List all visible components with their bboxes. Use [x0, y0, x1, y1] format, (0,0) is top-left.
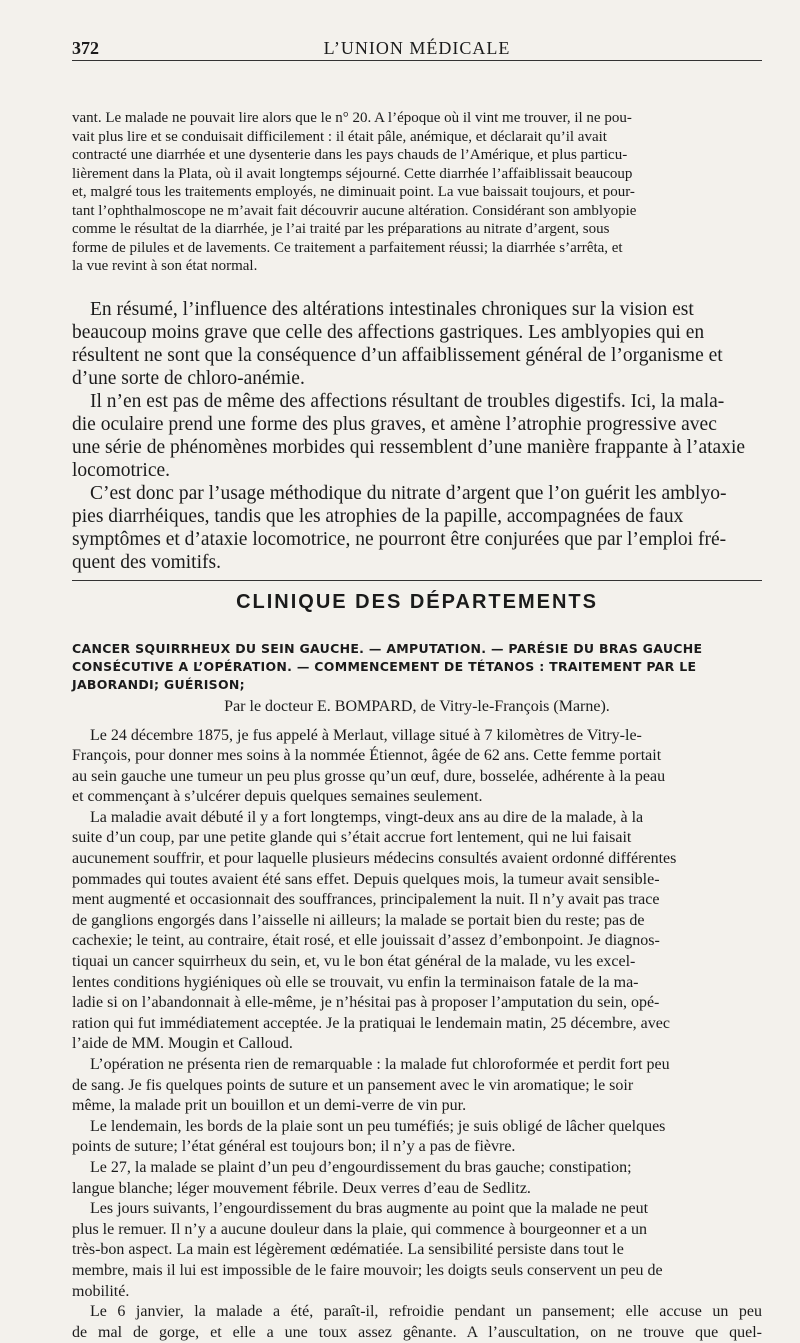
text-line: très-bon aspect. La main est légèrement œdématiée. La sensibilité persiste dans tout le	[72, 1241, 624, 1258]
article-paragraph	[72, 726, 762, 808]
journal-title: L’UNION MÉDICALE	[72, 38, 762, 59]
summary-paragraph	[72, 390, 762, 482]
text-line: pies diarrhéiques, tandis que les atrophies de la papille, accompagnées de faux	[72, 506, 683, 527]
text-line: mobilité.	[72, 1283, 129, 1300]
article-paragraph	[72, 1158, 762, 1199]
text-line: lièrement dans la Plata, où il avait longtemps séjourné. Cette diarrhée l’affaiblissait beaucoup	[72, 166, 632, 182]
text-line: pommades qui toutes avaient été sans effet. Depuis quelques mois, la tumeur avait sensible-	[72, 871, 660, 888]
text-line: Le 24 décembre 1875, je fus appelé à Merlaut, village situé à 7 kilomètres de Vitry-le-	[90, 727, 642, 744]
text-line: membre, mais il lui est impossible de le faire mouvoir; les doigts seuls conservent un peu de	[72, 1262, 663, 1279]
text-line: de mal de gorge, et elle a une toux assez gênante. A l’auscultation, on ne trouve que quel-	[72, 1324, 762, 1341]
text-line: cachexie; le teint, au contraire, était rosé, et elle jouissait d’assez d’embonpoint. Je diagnos-	[72, 932, 660, 949]
text-line: L’opération ne présenta rien de remarquable : la malade fut chloroformée et perdit fort peu	[90, 1056, 670, 1073]
text-line: même, la malade prit un bouillon et un demi-verre de vin pur.	[72, 1097, 466, 1114]
text-line: de sang. Je fis quelques points de suture et un pansement avec le vin aromatique; le soir	[72, 1077, 633, 1094]
text-line: comme le résultat de la diarrhée, je l’ai traité par les préparations au nitrate d’argent, sous	[72, 221, 609, 237]
text-line: C’est donc par l’usage méthodique du nitrate d’argent que l’on guérit les amblyo-	[90, 483, 726, 504]
text-line: points de suture; l’état général est toujours bon; il n’y a pas de fièvre.	[72, 1138, 515, 1155]
text-line: et commençant à s’ulcérer depuis quelques semaines seulement.	[72, 788, 483, 805]
text-line: vant. Le malade ne pouvait lire alors que le n° 20. A l’époque où il vint me trouver, il ne pou-	[72, 110, 632, 126]
text-line: l’aide de MM. Mougin et Calloud.	[72, 1035, 293, 1052]
text-line: ment augmenté et occasionnait des souffrances, principalement la nuit. Il n’y avait pas trace	[72, 891, 659, 908]
text-line: vait plus lire et se conduisait difficilement : il était pâle, anémique, et déclarait qu’il avait	[72, 129, 607, 145]
text-line: forme de pilules et de lavements. Ce traitement a parfaitement réussi; la diarrhée s’arrêta, et	[72, 240, 623, 256]
text-line: plus le remuer. Il n’y a aucune douleur dans la plaie, qui commence à bourgeonner et a un	[72, 1221, 647, 1238]
text-line: Il n’en est pas de même des affections résultant de troubles digestifs. Ici, la mala-	[90, 391, 724, 412]
text-line: d’une sorte de chloro-anémie.	[72, 368, 305, 389]
running-head	[72, 34, 762, 61]
page-number: 372	[72, 38, 99, 59]
intro-paragraph	[72, 109, 762, 276]
text-line: de ganglions engorgés dans l’aisselle ni ailleurs; la malade se portait bien du reste; pas de	[72, 912, 644, 929]
title-line: CONSÉCUTIVE A L’OPÉRATION. — COMMENCEMENT DE TÉTANOS : TRAITEMENT PAR LE	[72, 659, 696, 674]
text-line: lentes conditions hygiéniques où elle se trouvait, vu enfin la terminaison fatale de la ma-	[72, 974, 639, 991]
text-line: quent des vomitifs.	[72, 552, 221, 573]
text-line: au sein gauche une tumeur un peu plus grosse qu’un œuf, dure, bosselée, adhérente à la peau	[72, 768, 665, 785]
text-line: beaucoup moins grave que celle des affections gastriques. Les amblyopies qui en	[72, 322, 704, 343]
text-line: ration qui fut immédiatement acceptée. Je la pratiquai le lendemain matin, 25 décembre, avec	[72, 1015, 670, 1032]
text-line: suite d’un coup, par une petite glande qui s’était accrue fort lentement, qui ne lui faisait	[72, 829, 631, 846]
text-line: locomotrice.	[72, 460, 170, 481]
text-line: résultent ne sont que la conséquence d’un affaiblissement général de l’organisme et	[72, 345, 723, 366]
text-line: langue blanche; léger mouvement fébrile. Deux verres d’eau de Sedlitz.	[72, 1180, 531, 1197]
text-line: La maladie avait débuté il y a fort longtemps, vingt-deux ans au dire de la malade, à la	[90, 809, 643, 826]
text-line: die oculaire prend une forme des plus graves, et amène l’atrophie progressive avec	[72, 414, 717, 435]
title-line: CANCER SQUIRRHEUX DU SEIN GAUCHE. — AMPUTATION. — PARÉSIE DU BRAS GAUCHE	[72, 641, 702, 656]
text-line: tant l’ophthalmoscope ne m’avait fait découvrir aucune altération. Considérant son amblyopie	[72, 203, 636, 219]
text-line: la vue revint à son état normal.	[72, 258, 257, 274]
text-line: Le 27, la malade se plaint d’un peu d’engourdissement du bras gauche; constipation;	[90, 1159, 632, 1176]
section-divider	[72, 580, 762, 581]
article-paragraph	[72, 1055, 762, 1117]
text-line: tiquai un cancer squirrheux du sein, et, vu le bon état général de la malade, vu les excel-	[72, 953, 635, 970]
text-line: Le lendemain, les bords de la plaie sont un peu tuméfiés; je suis obligé de lâcher quelques	[90, 1118, 665, 1135]
text-line: En résumé, l’influence des altérations intestinales chroniques sur la vision est	[90, 299, 694, 320]
article-paragraph	[72, 1117, 762, 1158]
text-line: et, malgré tous les traitements employés, ne diminuait point. La vue baissait toujours, et pour-	[72, 184, 635, 200]
text-line: contracté une diarrhée et une dysenterie dans les pays chauds de l’Amérique, et plus particu-	[72, 147, 627, 163]
summary-paragraph	[72, 482, 762, 574]
text-line: François, pour donner mes soins à la nommée Étiennot, âgée de 62 ans. Cette femme portait	[72, 747, 661, 764]
text-line: Les jours suivants, l’engourdissement du bras augmente au point que la malade ne peut	[90, 1200, 648, 1217]
text-line: ladie si on l’abandonnait à elle-même, je n’hésitai pas à proposer l’amputation du sein, opé-	[72, 994, 659, 1011]
text-line: une série de phénomènes morbides qui ressemblent d’une manière frappante à l’ataxie	[72, 437, 745, 458]
section-title: CLINIQUE DES DÉPARTEMENTS	[72, 591, 762, 614]
article-byline: Par le docteur E. BOMPARD, de Vitry-le-François (Marne).	[72, 698, 762, 716]
text-line: symptômes et d’ataxie locomotrice, ne pourront être conjurées que par l’emploi fré-	[72, 529, 726, 550]
summary-paragraph	[72, 298, 762, 390]
text-line: Le 6 janvier, la malade a été, paraît-il, refroidie pendant un pansement; elle accuse un peu	[90, 1303, 762, 1320]
summary-section	[72, 298, 762, 574]
article-paragraph	[72, 1302, 762, 1343]
article-paragraph	[72, 808, 762, 1055]
title-line: JABORANDI; GUÉRISON;	[72, 677, 245, 692]
article-title	[72, 640, 762, 694]
text-line: aucunement souffrir, et pour laquelle plusieurs médecins consultés avaient ordonné différentes	[72, 850, 676, 867]
article	[72, 640, 762, 1343]
article-paragraph	[72, 1199, 762, 1302]
